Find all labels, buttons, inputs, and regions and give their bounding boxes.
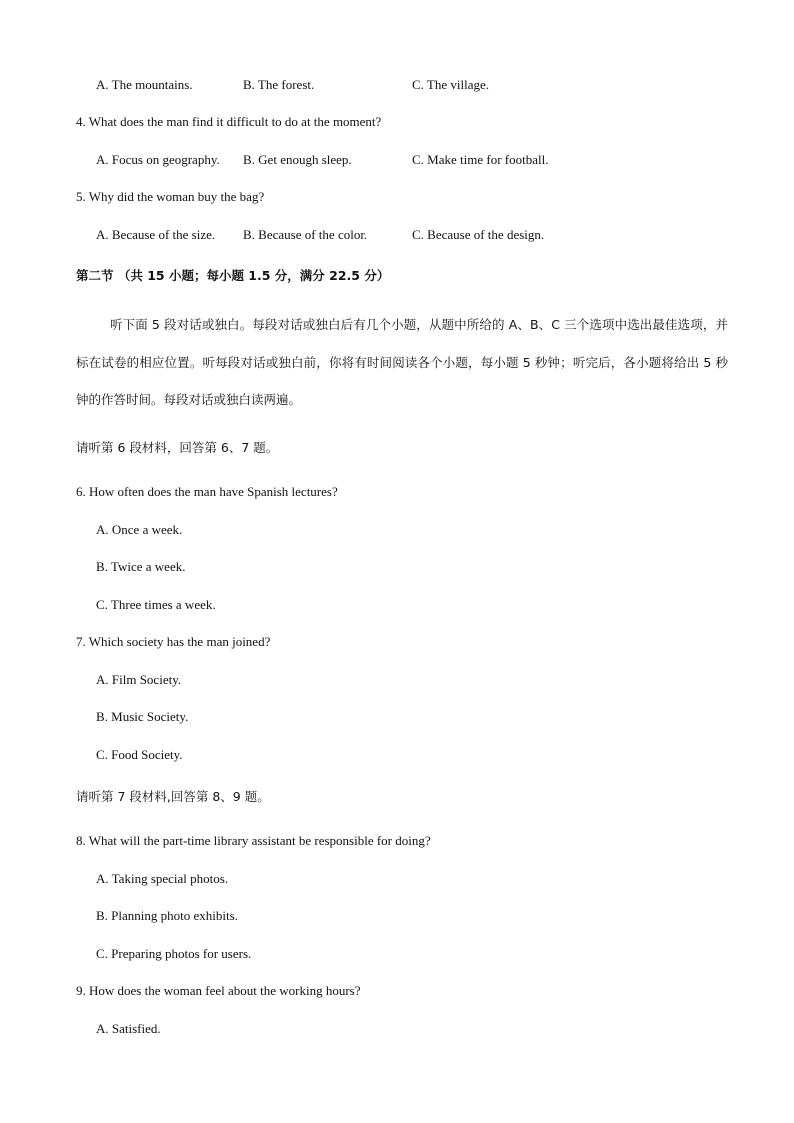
q6-option-c: C. Three times a week. xyxy=(96,597,216,612)
q9-stem: 9. How does the woman feel about the working hours? xyxy=(76,983,361,998)
q6-option-a: A. Once a week. xyxy=(96,522,183,537)
q7-stem: 7. Which society has the man joined? xyxy=(76,634,271,649)
q4-option-b: B. Get enough sleep. xyxy=(243,152,352,167)
q7-option-a: A. Film Society. xyxy=(96,672,182,687)
q9-option-a: A. Satisfied. xyxy=(96,1021,161,1036)
q3-option-c: C. The village. xyxy=(412,77,490,92)
q8-option-a: A. Taking special photos. xyxy=(96,871,229,886)
q3-option-a: A. The mountains. xyxy=(96,77,193,92)
q5-option-a: A. Because of the size. xyxy=(96,227,216,242)
q4-stem: 4. What does the man find it difficult to do at the moment? xyxy=(76,114,382,129)
q8-stem: 8. What will the part-time library assistant be responsible for doing? xyxy=(76,833,431,848)
passage-6-prompt: 请听第 6 段材料，回答第 6、7 题。 xyxy=(76,440,279,455)
passage-7-prompt: 请听第 7 段材料,回答第 8、9 题。 xyxy=(76,789,270,804)
q7-option-b: B. Music Society. xyxy=(96,709,189,724)
section-instructions: 听下面 5 段对话或独白。每段对话或独白后有几个小题，从题中所给的 A、B、C 三个选项中选出最佳选项，并标在试卷的相应位置。听每段对话或独白前，你将有时间阅读各个小题，每小题 5 秒钟；听完后，各小题将给出 5 秒钟的作答时间。每段对话或独白读两遍。 xyxy=(76,317,728,407)
q5-option-b: B. Because of the color. xyxy=(243,227,368,242)
q5-stem: 5. Why did the woman buy the bag? xyxy=(76,189,265,204)
q6-option-b: B. Twice a week. xyxy=(96,559,186,574)
q8-option-b: B. Planning photo exhibits. xyxy=(96,908,238,923)
q3-option-b: B. The forest. xyxy=(243,77,315,92)
section-heading: 第二节 （共 15 小题；每小题 1.5 分，满分 22.5 分） xyxy=(76,268,390,283)
q4-option-c: C. Make time for football. xyxy=(412,152,549,167)
q8-option-c: C. Preparing photos for users. xyxy=(96,946,252,961)
q5-option-c: C. Because of the design. xyxy=(412,227,545,242)
q6-stem: 6. How often does the man have Spanish lectures? xyxy=(76,484,338,499)
q4-option-a: A. Focus on geography. xyxy=(96,152,220,167)
q7-option-c: C. Food Society. xyxy=(96,747,183,762)
